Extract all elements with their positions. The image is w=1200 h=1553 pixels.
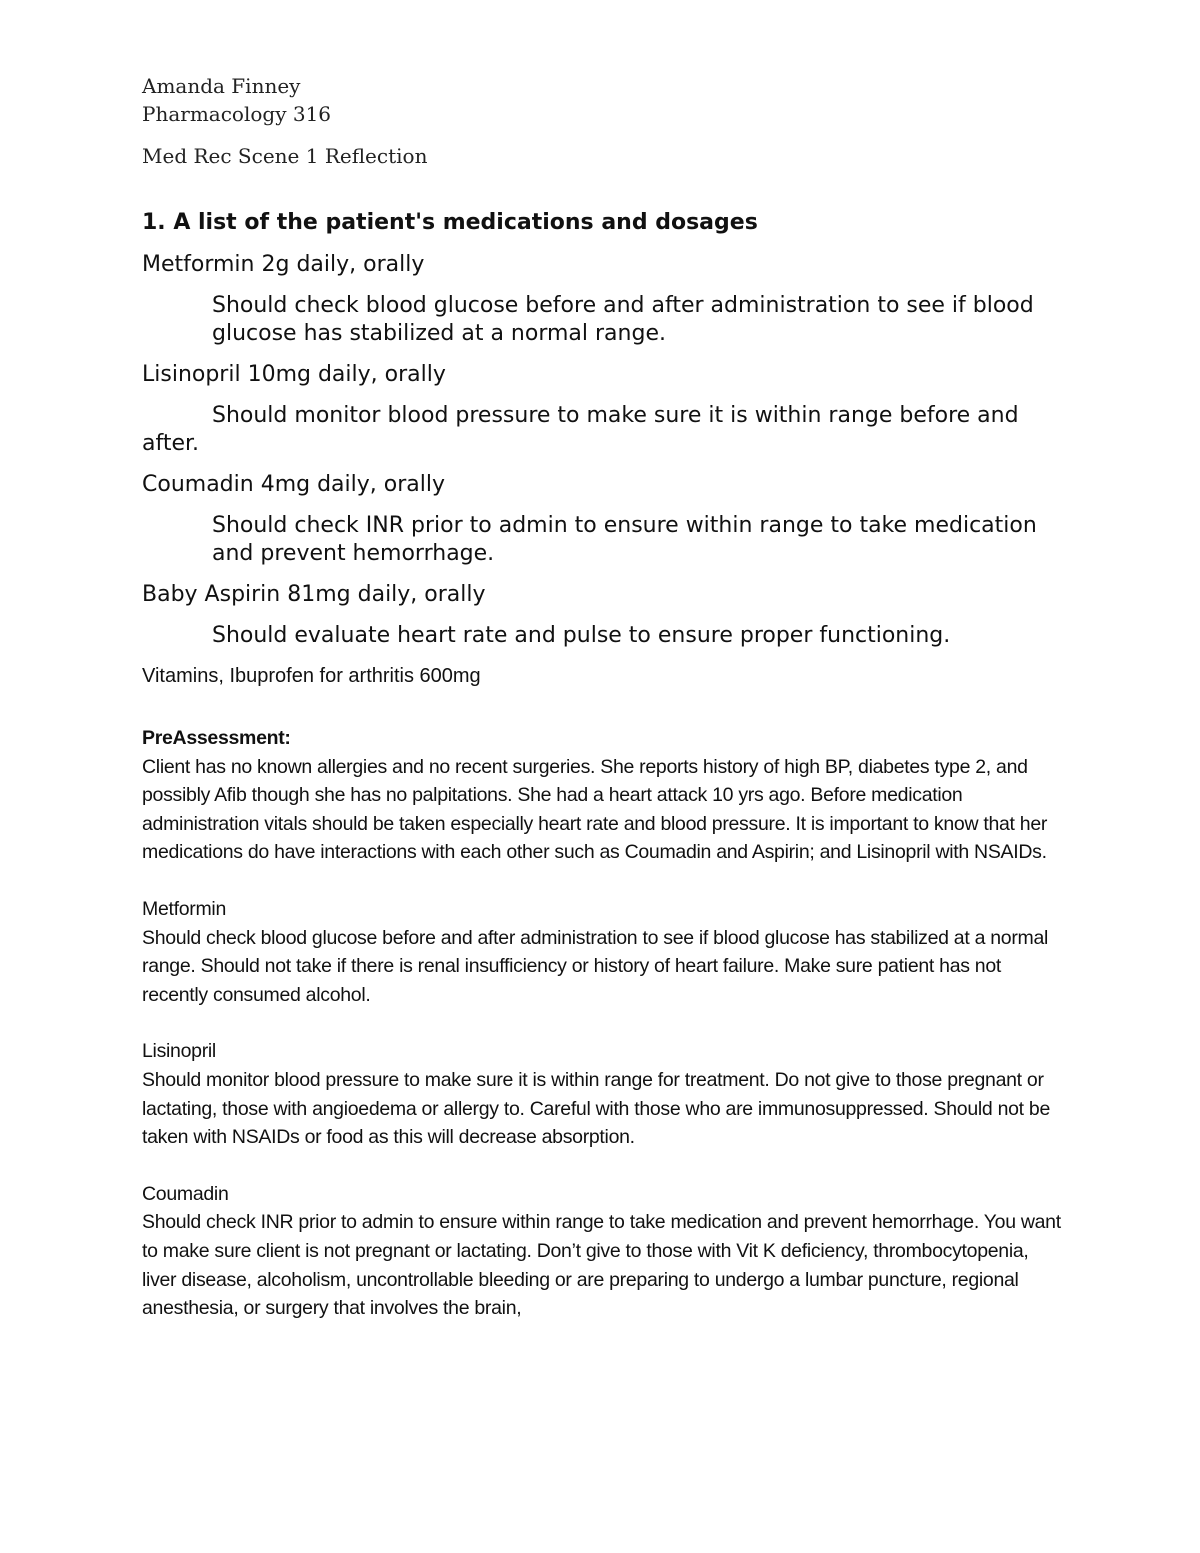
medication-note: Should check INR prior to admin to ensure within range to take medication and prevent hemorrhage. bbox=[212, 513, 1037, 566]
detail-title-lisinopril: Lisinopril bbox=[142, 1040, 216, 1063]
medication-list bbox=[142, 250, 1062, 690]
preassessment-label: PreAssessment: bbox=[142, 727, 291, 749]
medication-note: Should monitor blood pressure to make sure it is within range before and after. bbox=[142, 403, 1019, 456]
document-page bbox=[142, 72, 1062, 1323]
medication-title: Metformin 2g daily, orally bbox=[142, 252, 425, 277]
course-name: Pharmacology 316 bbox=[142, 102, 332, 126]
detail-title-metformin: Metformin bbox=[142, 897, 226, 920]
preassessment-section bbox=[142, 724, 1062, 867]
detail-text-metformin: Should check blood glucose before and after administration to see if blood glucose has stabilized at a normal range. Should not take if there is renal insufficiency or history of heart failure. Make sure patient has not recently consumed alcohol. bbox=[142, 926, 1049, 1006]
medication-title: Baby Aspirin 81mg daily, orally bbox=[142, 582, 486, 607]
other-medications: Vitamins, Ibuprofen for arthritis 600mg bbox=[142, 665, 481, 687]
document-header bbox=[142, 72, 1062, 170]
medication-note: Should evaluate heart rate and pulse to ensure proper functioning. bbox=[212, 623, 951, 648]
section-heading-medications: 1. A list of the patient's medications and dosages bbox=[142, 210, 758, 235]
author-name: Amanda Finney bbox=[142, 74, 301, 98]
medication-title: Coumadin 4mg daily, orally bbox=[142, 472, 445, 497]
medication-details bbox=[142, 895, 1062, 1323]
medication-title: Lisinopril 10mg daily, orally bbox=[142, 362, 446, 387]
medication-note: Should check blood glucose before and after administration to see if blood glucose has stabilized at a normal range. bbox=[212, 293, 1034, 346]
detail-text-coumadin: Should check INR prior to admin to ensure within range to take medication and prevent hemorrhage. You want to make sure client is not pregnant or lactating. Don’t give to those with Vit K deficiency, thrombocytopenia, liver disease, alcoholism, uncontrollable bleeding or are preparing to undergo a lumbar puncture, regional anesthesia, or surgery that involves the brain, bbox=[142, 1211, 1061, 1320]
detail-title-coumadin: Coumadin bbox=[142, 1182, 229, 1205]
assignment-title: Med Rec Scene 1 Reflection bbox=[142, 144, 428, 168]
preassessment-text: Client has no known allergies and no recent surgeries. She reports history of high BP, diabetes type 2, and possibly Afib though she has no palpitations. She had a heart attack 10 yrs ago. Before medication administration vitals should be taken especially heart rate and blood pressure. It is important to know that her medications do have interactions with each other such as Coumadin and Aspirin; and Lisinopril with NSAIDs. bbox=[142, 755, 1048, 864]
detail-text-lisinopril: Should monitor blood pressure to make sure it is within range for treatment. Do not give to those pregnant or lactating, those with angioedema or allergy to. Careful with those who are immunosuppressed. Should not be taken with NSAIDs or food as this will decrease absorption. bbox=[142, 1068, 1050, 1149]
